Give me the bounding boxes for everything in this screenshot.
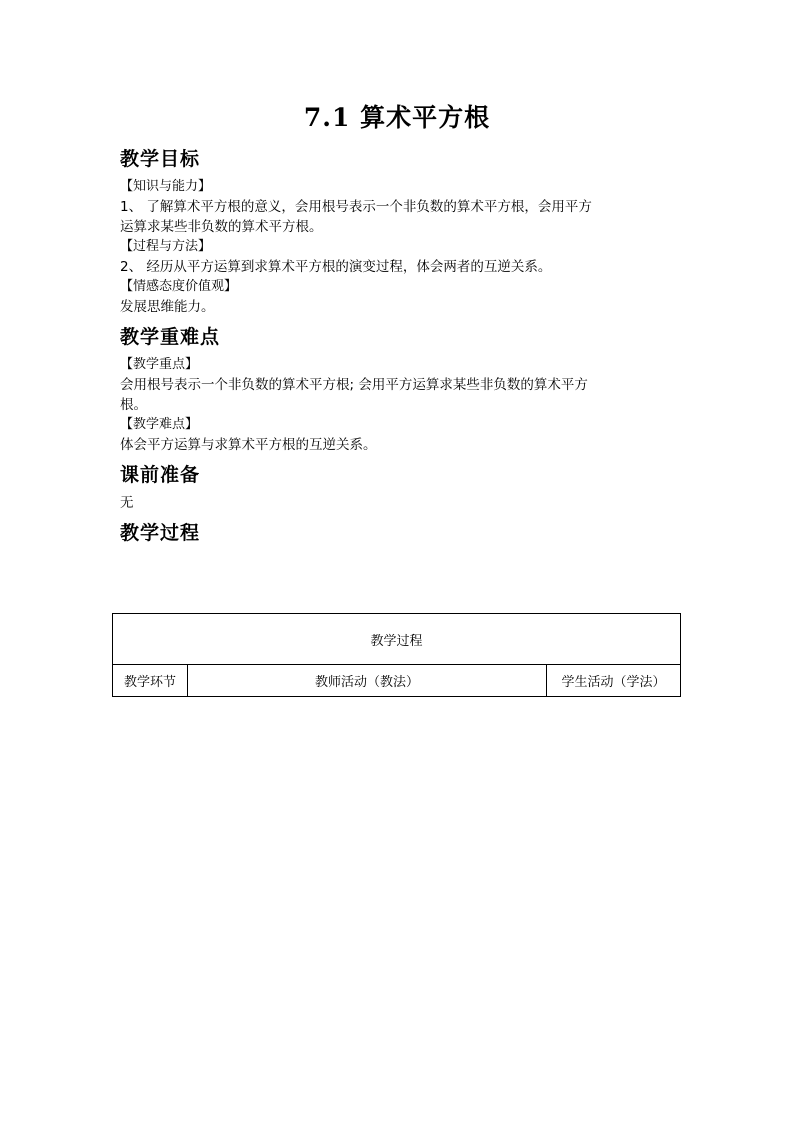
document-content [120,145,682,551]
table-header-cell: 教学过程 [113,614,681,665]
section-heading-process: 教学过程 [120,522,201,544]
attitude-label: 【情感态度价值观】 [120,279,238,294]
section-heading-goals: 教学目标 [120,148,201,170]
prep-text: 无 [120,495,134,511]
section-heading-key-points: 教学重难点 [120,326,221,348]
difficulty-text: 体会平方运算与求算术平方根的互逆关系。 [120,437,377,453]
knowledge-label: 【知识与能力】 [120,179,212,194]
focus-text-line-2: 根。 [120,397,147,413]
table-header-row [113,614,681,665]
table-column-row [113,665,681,697]
knowledge-text-line-1: 1、 了解算术平方根的意义，会用根号表示一个非负数的算术平方根，会用平方 [120,199,592,215]
section-heading-prep: 课前准备 [120,464,201,486]
difficulty-label: 【教学难点】 [120,417,199,432]
process-table [112,613,681,697]
focus-text-line-1: 会用根号表示一个非负数的算术平方根; 会用平方运算求某些非负数的算术平方 [120,377,588,393]
process-label: 【过程与方法】 [120,239,212,254]
process-text: 2、 经历从平方运算到求算术平方根的演变过程，体会两者的互逆关系。 [120,259,552,275]
focus-label: 【教学重点】 [120,357,199,372]
table-col-stage: 教学环节 [113,665,188,697]
table-col-teacher: 教师活动（教法） [188,665,547,697]
knowledge-text-line-2: 运算求某些非负数的算术平方根。 [120,219,323,235]
table-col-student: 学生活动（学法） [547,665,681,697]
attitude-text: 发展思维能力。 [120,299,215,315]
page-title: 7.1 算术平方根 [303,103,491,132]
